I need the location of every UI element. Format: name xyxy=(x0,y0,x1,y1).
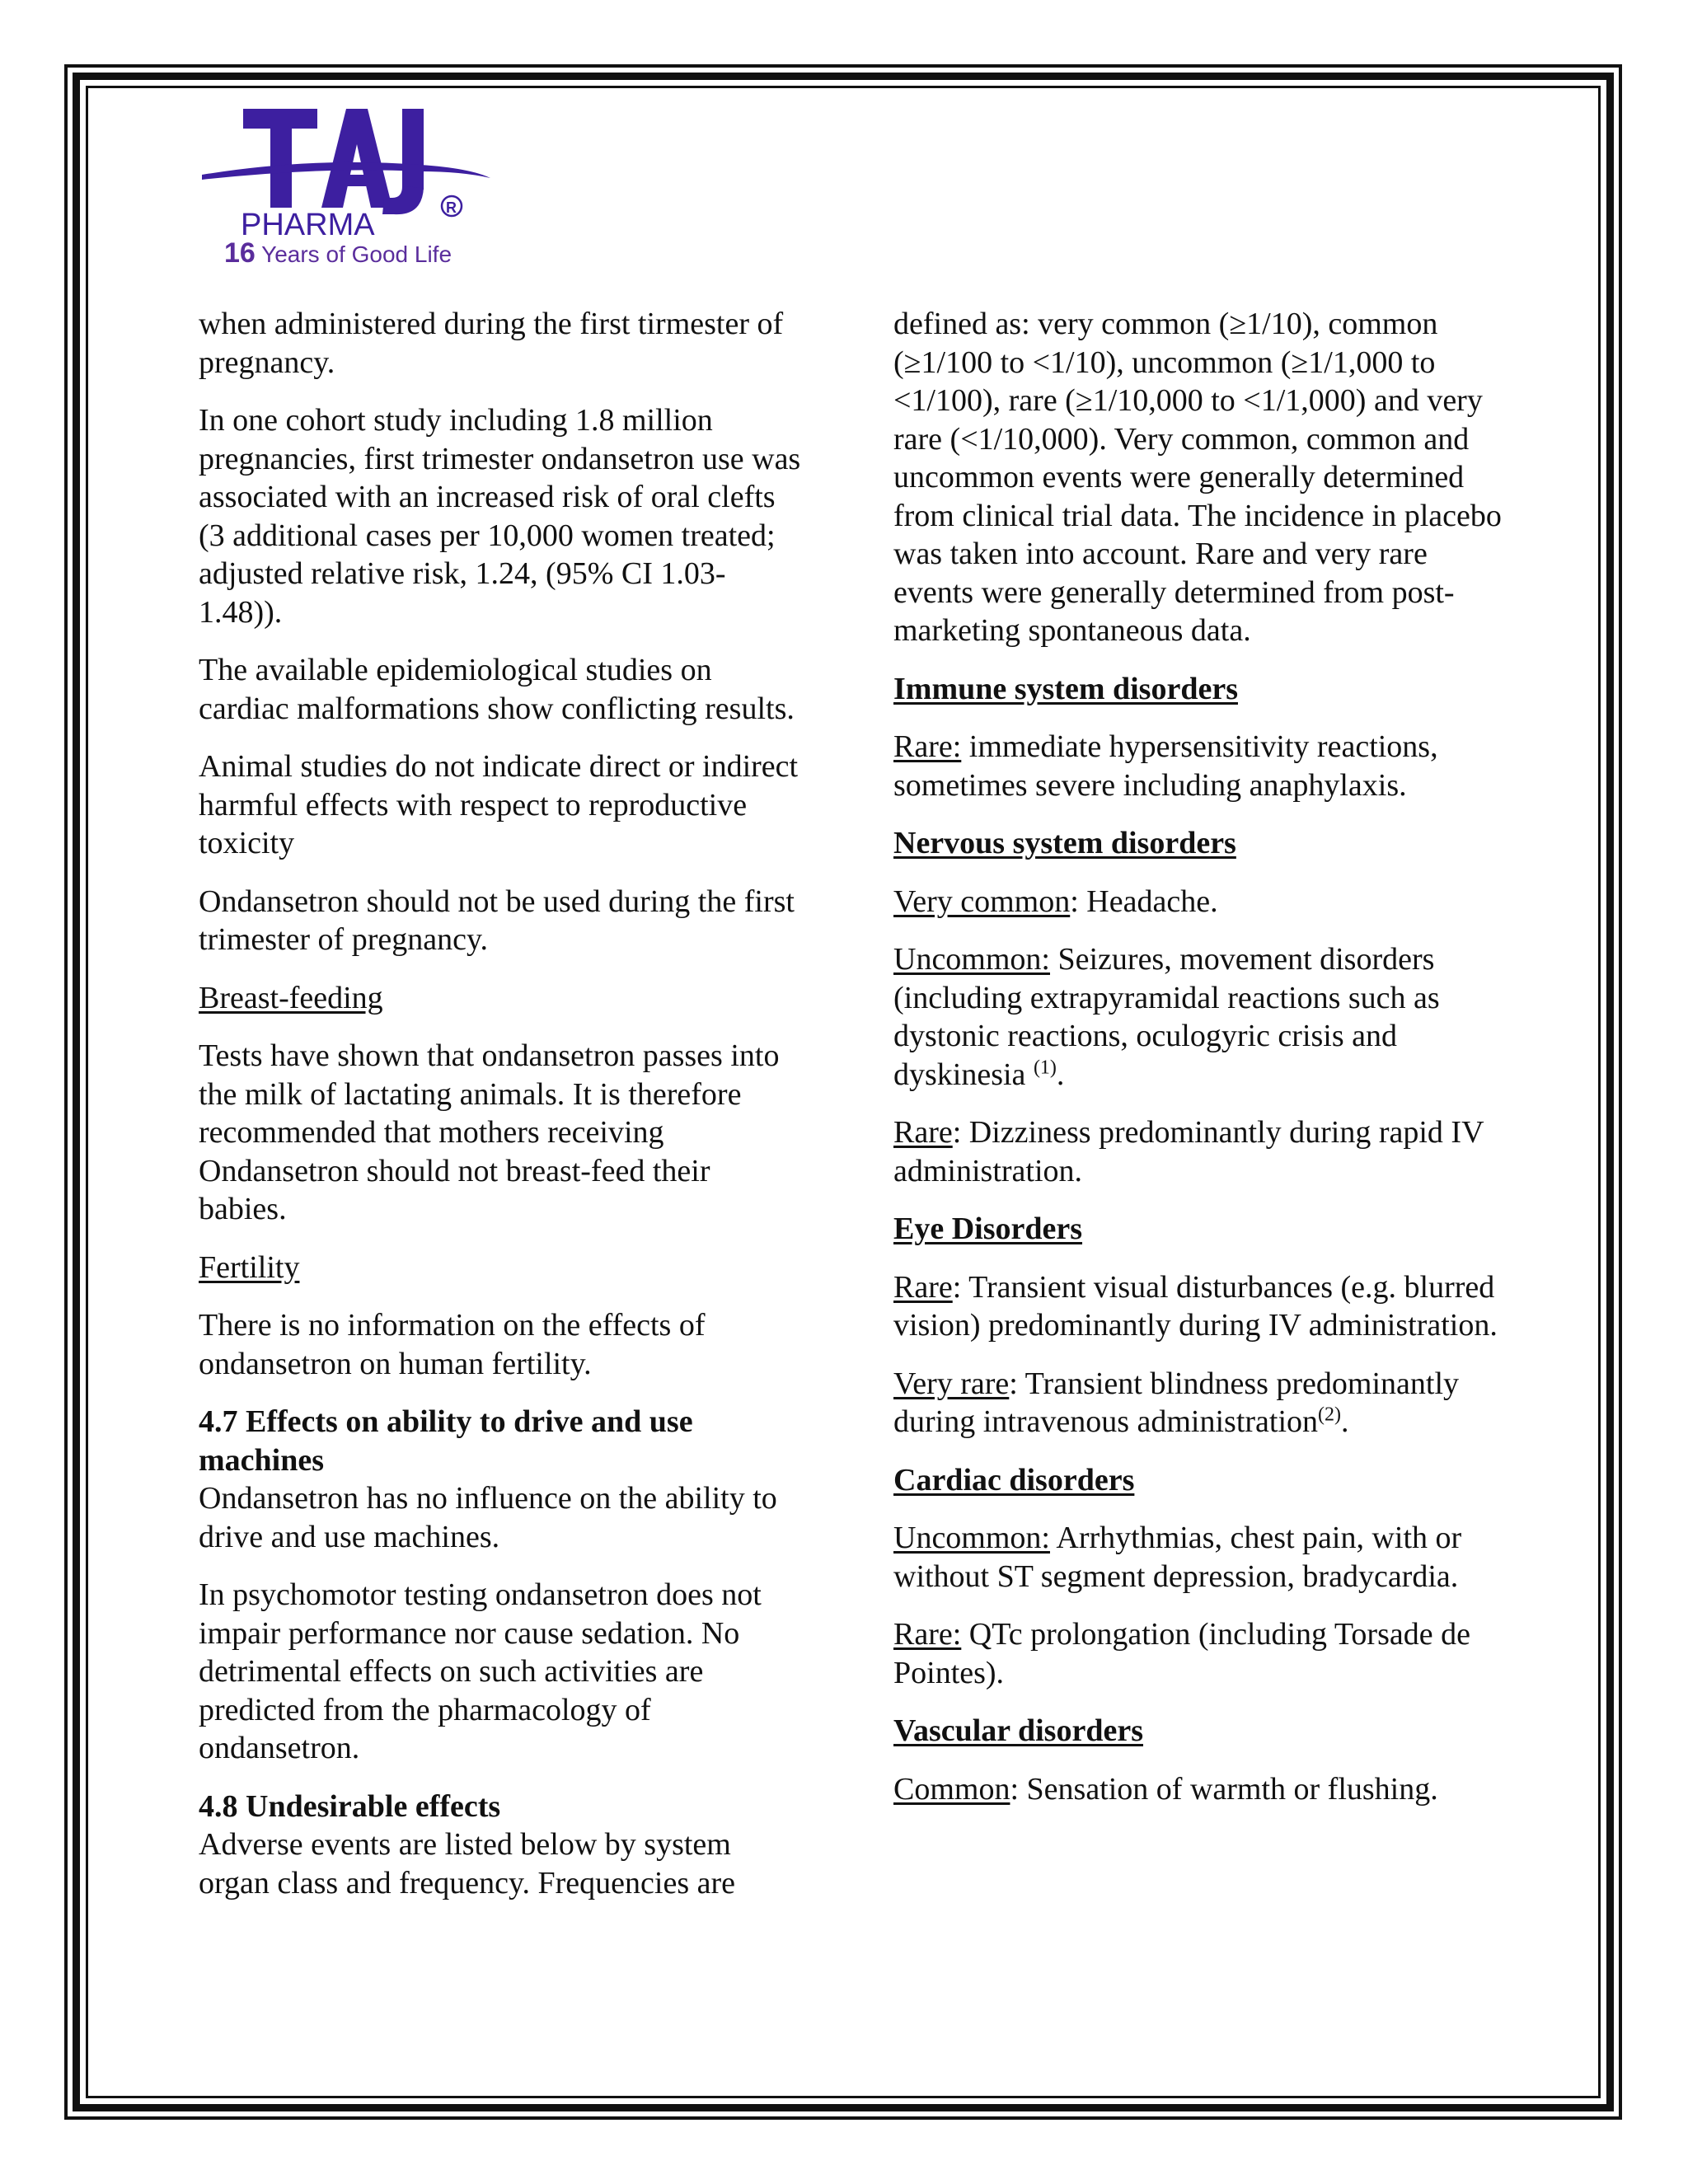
entry-text: : Transient blindness predominantly during intravenous administration xyxy=(893,1366,1460,1439)
immune-heading: Immune system disorders xyxy=(893,671,1238,706)
cardiac-uncommon-entry xyxy=(893,1519,1503,1596)
logo-years-text: Years of Good Life xyxy=(261,241,452,267)
vascular-heading: Vascular disorders xyxy=(893,1713,1143,1748)
entry-text: : Headache. xyxy=(1070,883,1218,919)
paragraph: Ondansetron should not be used during the first trimester of pregnancy. xyxy=(199,883,795,957)
frequency-label: Rare xyxy=(893,1269,953,1305)
entry-text: immediate hypersensitivity reactions, sometimes severe including anaphylaxis. xyxy=(893,729,1438,803)
entry-text: : Sensation of warmth or flushing. xyxy=(1010,1771,1438,1807)
entry-text: Arrhythmias, chest pain, with or without ST segment depression, bradycardia. xyxy=(893,1521,1462,1594)
frequency-label: Very common xyxy=(893,883,1071,919)
entry-text: QTc prolongation (including Torsade de Pointes). xyxy=(893,1617,1470,1690)
footnote-ref: (1) xyxy=(1033,1056,1057,1078)
paragraph: when administered during the first tirmester of pregnancy. xyxy=(199,307,784,380)
eye-rare-entry xyxy=(893,1268,1503,1345)
eye-heading: Eye Disorders xyxy=(893,1212,1083,1246)
nervous-very-common-entry xyxy=(893,883,1503,921)
nervous-rare-entry xyxy=(893,1113,1503,1190)
paragraph: In psychomotor testing ondansetron does not impair performance nor cause sedation. No detrimental effects on such activities are predicted from the pharmacology of ondansetron. xyxy=(199,1577,762,1765)
section-4-8-heading: 4.8 Undesirable effects xyxy=(199,1788,501,1824)
frequency-label: Rare: xyxy=(893,1617,962,1652)
cardiac-rare-entry xyxy=(893,1615,1503,1692)
frequency-label: Very rare xyxy=(893,1366,1010,1401)
logo-tagline xyxy=(224,237,452,269)
frequency-label: Uncommon: xyxy=(893,1521,1050,1555)
paragraph: Tests have shown that ondansetron passes into the milk of lactating animals. It is therefore recommended that mothers receiving Ondansetron should not breast-feed their babies. xyxy=(199,1038,780,1226)
paragraph: Ondansetron has no influence on the ability to drive and use machines. xyxy=(199,1481,777,1554)
paragraph: There is no information on the effects of ondansetron on human fertility. xyxy=(199,1308,706,1381)
eye-very-rare-entry xyxy=(893,1365,1503,1441)
right-column xyxy=(893,305,1503,1828)
logo-pharma-text: PHARMA xyxy=(241,208,375,242)
nervous-heading: Nervous system disorders xyxy=(893,826,1236,860)
entry-text: Seizures, movement disorders (including extrapyramidal reactions such as dystonic reactions, oculogyric crisis and dyskinesia xyxy=(893,942,1440,1092)
paragraph: The available epidemiological studies on cardiac malformations show conflicting results. xyxy=(199,653,795,726)
entry-end: . xyxy=(1056,1057,1065,1092)
frequency-label: Uncommon: xyxy=(893,942,1050,977)
entry-text: : Dizziness predominantly during rapid IV administration. xyxy=(893,1115,1484,1188)
frequency-label: Rare xyxy=(893,1115,953,1150)
section-4-7-heading: 4.7 Effects on ability to drive and use machines xyxy=(199,1404,693,1478)
frequency-definition: defined as: very common (≥1/10), common (≥1/100 to <1/10), uncommon (≥1/1,000 to <1/100), rare (≥1/10,000 to <1/1,000) and very rare (<1/10,000). Very common, common and uncommon events were generally determined from clinical trial data. The incidence in placebo was taken into account. Rare and very rare events were generally determined from post-marketing spontaneous data. xyxy=(893,307,1502,648)
frequency-label: Rare: xyxy=(893,729,962,764)
vascular-common-entry xyxy=(893,1770,1503,1809)
cardiac-heading: Cardiac disorders xyxy=(893,1462,1135,1497)
left-column xyxy=(199,305,804,1922)
fertility-heading: Fertility xyxy=(199,1249,300,1285)
entry-text: : Transient visual disturbances (e.g. blurred vision) predominantly during IV administration. xyxy=(893,1269,1498,1343)
paragraph: Animal studies do not indicate direct or indirect harmful effects with respect to reproductive toxicity xyxy=(199,749,799,860)
paragraph: Adverse events are listed below by system organ class and frequency. Frequencies are xyxy=(199,1827,735,1900)
breastfeeding-heading: Breast-feeding xyxy=(199,980,383,1015)
svg-text:R: R xyxy=(446,199,457,216)
frequency-label: Common xyxy=(893,1771,1010,1807)
footnote-ref: (2) xyxy=(1318,1404,1342,1426)
paragraph: In one cohort study including 1.8 million pregnancies, first trimester ondansetron use was associated with an increased risk of oral clefts (3 additional cases per 10,000 women treated; adjusted relative risk, 1.24, (95% CI 1.03-1.48)). xyxy=(199,403,801,630)
entry-end: . xyxy=(1341,1404,1349,1439)
logo-years-number: 16 xyxy=(224,237,256,269)
immune-rare-entry xyxy=(893,728,1503,804)
nervous-uncommon-entry xyxy=(893,940,1503,1094)
